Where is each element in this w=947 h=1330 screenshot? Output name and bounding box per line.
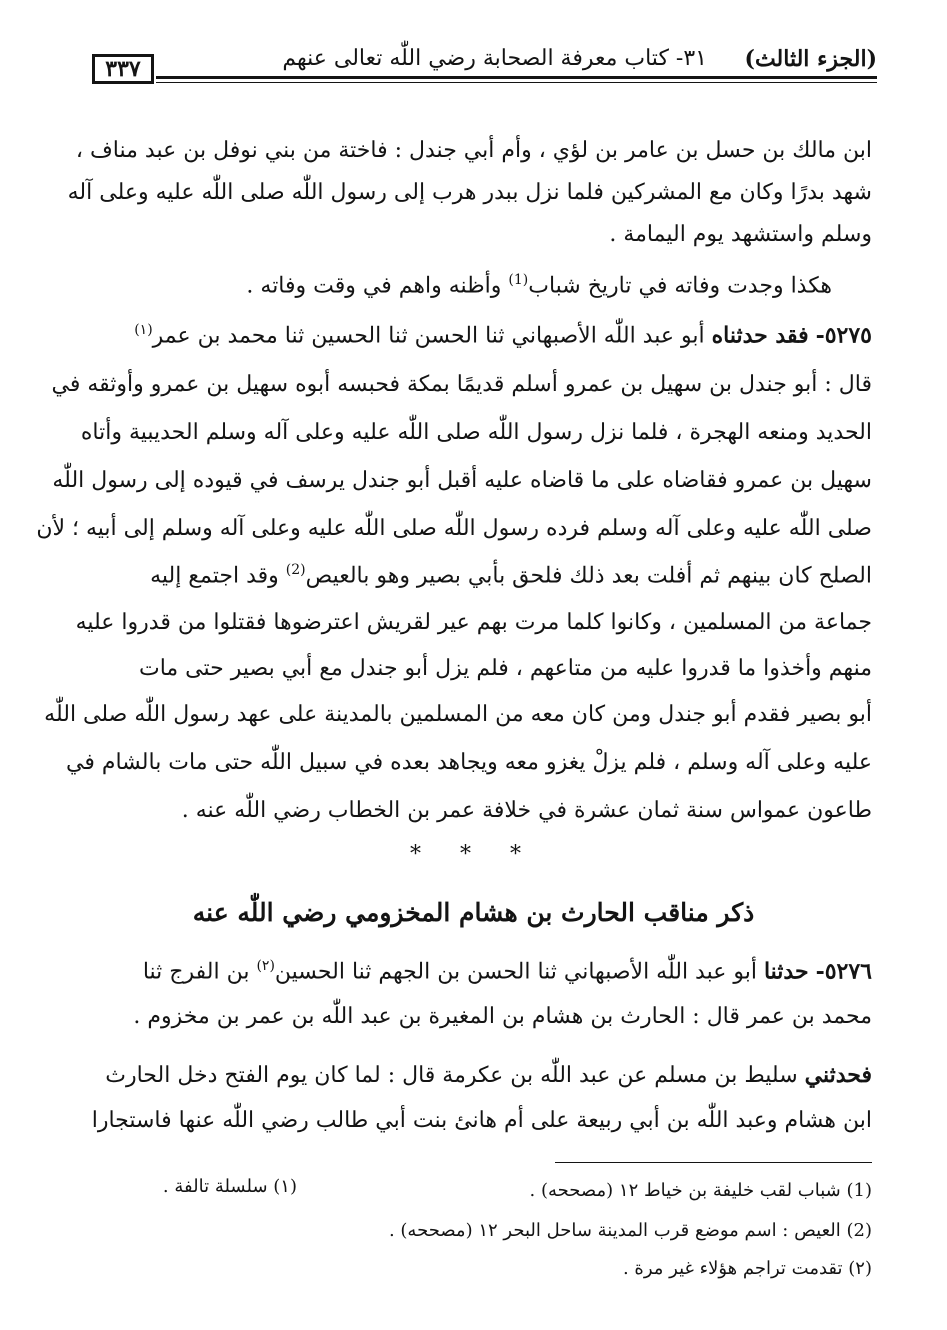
section-heading: ذكر مناقب الحارث بن هشام المخزومي رضي اللّٰه عنه — [192, 898, 755, 927]
footnote-text: سلسلة تالفة . — [162, 1176, 268, 1197]
hadith-lead: حدثنا — [763, 958, 809, 985]
text-line — [75, 1062, 872, 1088]
text-line: أبو بصير فقدم أبو جندل ومن كان معه من المسلمين بالمدينة على عهد رسول اللّٰه صلى اللّٰه — [44, 702, 872, 727]
chapter-title: ٣١- كتاب معرفة الصحابة رضي اللّٰه تعالى عنهم — [282, 46, 707, 71]
text-run: هكذا وجدت وفاته في تاريخ شباب — [528, 273, 832, 299]
text-line: طاعون عمواس سنة ثمان عشرة في خلافة عمر بن الخطاب رضي اللّٰه عنه . — [181, 798, 872, 823]
text-run: سليط بن مسلم عن عبد اللّٰه بن عكرمة قال : لما كان يوم الفتح دخل الحارث — [105, 1063, 805, 1088]
hadith-lead: فقد حدثناه — [711, 322, 809, 349]
hadith-number: ٥٢٧٥- — [815, 322, 872, 349]
text-run: بن الفرج ثنا — [142, 959, 257, 985]
text-line: صلى اللّٰه عليه وعلى آله وسلم فرده رسول اللّٰه صلى اللّٰه عليه وعلى آله وسلم إلى أبيه ؛ لأن — [36, 516, 872, 541]
section-separator: * * * — [410, 842, 537, 867]
footnote — [530, 1180, 872, 1201]
narration-lead: فحدثني — [804, 1062, 872, 1088]
text-line: عليه وعلى آله وسلم ، فلم يزلْ يغزو معه ويجاهد بعده في سبيل اللّٰه حتى مات بالشام في — [65, 750, 872, 775]
text-line: سهيل بن عمرو فقاضاه على ما قاضاه عليه أقبل أبو جندل يرسف في قيوده إلى رسول اللّٰه — [52, 468, 872, 493]
footnote — [163, 1176, 297, 1197]
footnote — [389, 1220, 872, 1241]
footnote-mark: (2) — [285, 562, 306, 578]
footnote-number: (١) — [273, 1176, 297, 1197]
footnote — [623, 1258, 872, 1279]
footnote-rule — [555, 1162, 872, 1163]
text-line — [75, 272, 832, 298]
page-header — [92, 42, 877, 82]
footnote-number: (٢) — [848, 1258, 872, 1279]
text-run: أبو عبد اللّٰه الأصبهاني ثنا الحسن ثنا الحسين ثنا محمد بن عمر — [152, 323, 712, 349]
text-line: الحديد ومنعه الهجرة ، فلما نزل رسول اللّٰه صلى اللّٰه عليه وعلى آله وسلم الحديبية وأتاه — [80, 420, 872, 445]
footnote-mark: (٢) — [256, 958, 275, 974]
text-line: محمد بن عمر قال : الحارث بن هشام بن المغيرة بن عبد اللّٰه بن عمر بن مخزوم . — [133, 1004, 872, 1029]
text-line: ابن مالك بن حسل بن عامر بن لؤي ، وأم أبي جندل : فاختة من بني نوفل بن عبد مناف ، — [75, 138, 872, 163]
volume-label: (الجزء الثالث) — [744, 46, 877, 72]
text-line: قال : أبو جندل بن سهيل بن عمرو أسلم قديمًا بمكة فحبسه أبوه سهيل بن عمرو وأوثقه في — [51, 372, 872, 397]
text-line: ابن هشام وعبد اللّٰه بن أبي ربيعة على أم هانئ بنت أبي طالب رضي اللّٰه عنها فاستجارا — [91, 1108, 872, 1133]
footnote-number: (1) — [846, 1180, 872, 1201]
hadith-heading-5276 — [75, 958, 872, 984]
text-line: وسلم واستشهد يوم اليمامة . — [609, 222, 872, 247]
text-run: وقد اجتمع إليه — [150, 563, 286, 589]
header-rule-thin — [156, 82, 877, 83]
text-run: أبو عبد اللّٰه الأصبهاني ثنا الحسن بن الجهم ثنا الحسين — [274, 959, 764, 985]
footnote-text: تقدمت تراجم هؤلاء غير مرة . — [622, 1258, 843, 1279]
footnote-text: شباب لقب خليفة بن خياط ١٢ (مصححه) . — [529, 1180, 841, 1201]
hadith-number: ٥٢٧٦- — [815, 958, 872, 985]
text-line: منهم وأخذوا ما قدروا عليه من متاعهم ، فلم يزل أبو جندل مع أبي بصير حتى مات — [138, 656, 872, 681]
text-line — [75, 562, 872, 588]
footnote-mark: (1) — [508, 272, 529, 288]
page-number: ٣٣٧ — [92, 54, 154, 84]
footnote-text: العيص : اسم موضع قرب المدينة ساحل البحر ١٢ (مصححه) . — [388, 1220, 841, 1241]
text-line: جماعة من المسلمين ، وكانوا كلما مرت بهم عير لقريش اعترضوها فقتلوا من قدروا عليه — [75, 610, 872, 635]
footnote-number: (2) — [846, 1220, 872, 1241]
text-run: وأظنه واهم في وقت وفاته . — [246, 273, 509, 299]
text-line: شهد بدرًا وكان مع المشركين فلما نزل ببدر هرب إلى رسول اللّٰه صلى اللّٰه عليه وعلى آله — [67, 180, 872, 205]
footnote-mark: (١) — [134, 322, 153, 338]
header-rule — [156, 76, 877, 79]
hadith-heading-5275 — [75, 322, 872, 348]
text-run: الصلح كان بينهم ثم أفلت بعد ذلك فلحق بأبي بصير وهو بالعيص — [305, 563, 872, 589]
